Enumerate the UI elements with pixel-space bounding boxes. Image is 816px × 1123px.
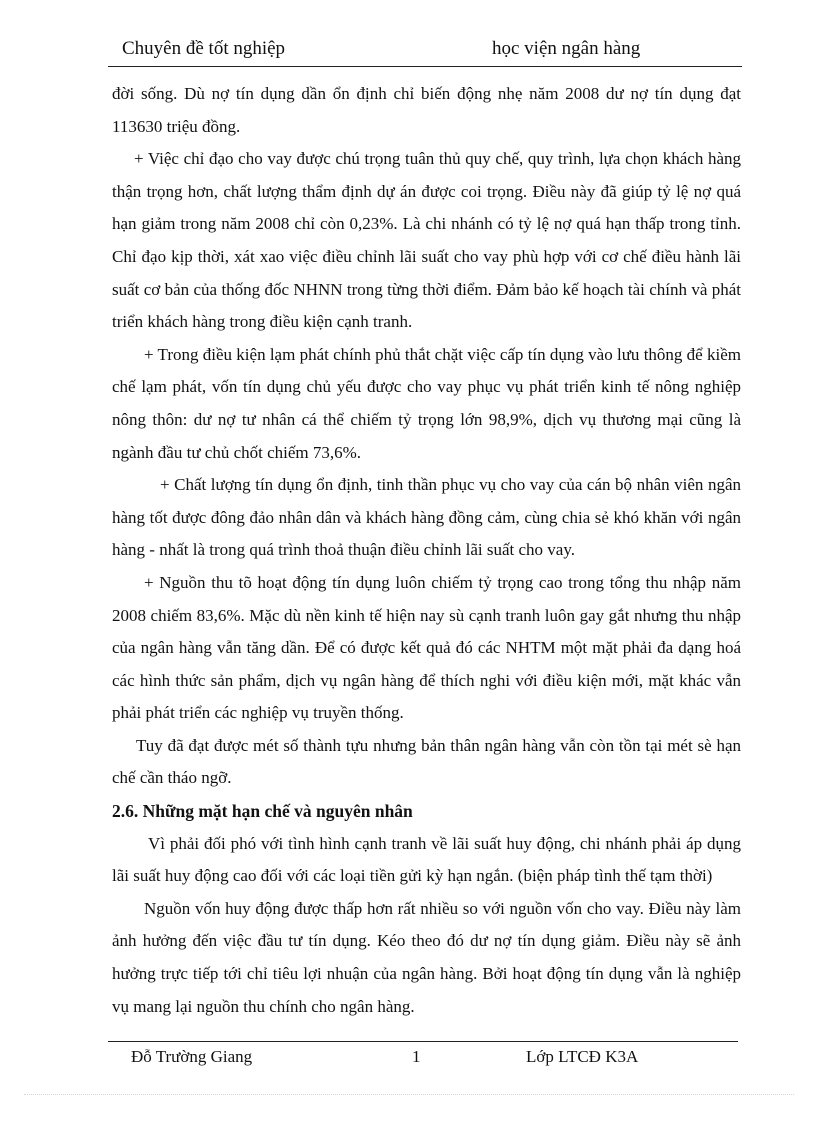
paragraph: + Trong điều kiện lạm phát chính phủ thắt chặt việc cấp tín dụng vào lưu thông để kiềm chế lạm phát, vốn tín dụng chủ yếu được cho vay phục vụ phát triển kinh tế nông nghiệp nông thôn: dư nợ tư nhân cá thể chiếm tỷ trọng lớn 98,9%, dịch vụ thương mại cũng là ngành đầu tư chủ chốt chiếm 73,6%.	[112, 344, 741, 462]
document-body	[112, 78, 741, 1023]
footer-divider	[108, 1041, 738, 1042]
paragraph: Tuy đã đạt được mét số thành tựu nhưng bản thân ngân hàng vẫn còn tồn tại mét sè hạn chế cần tháo ngỡ.	[112, 735, 741, 788]
header-document-type: Chuyên đề tốt nghiệp	[122, 38, 286, 59]
page-bottom-edge	[24, 1094, 794, 1095]
paragraph: + Chất lượng tín dụng ổn định, tinh thần phục vụ cho vay của cán bộ nhân viên ngân hàng tốt được đông đảo nhân dân và khách hàng đồng cảm, cùng chia sẻ khó khăn với ngân hàng - nhất là trong quá trình thoả thuận điều chỉnh lãi suất cho vay.	[112, 475, 741, 560]
section-heading: 2.6. Những mặt hạn chế và nguyên nhân	[112, 801, 413, 822]
footer-class: Lớp LTCĐ K3A	[526, 1047, 639, 1066]
footer-author: Đỗ Trường Giang	[131, 1047, 253, 1066]
paragraph: đời sống. Dù nợ tín dụng dần ổn định chỉ biến động nhẹ năm 2008 dư nợ tín dụng đạt 113630 triệu đồng.	[112, 84, 741, 136]
paragraph: + Việc chỉ đạo cho vay được chú trọng tuân thủ quy chế, quy trình, lựa chọn khách hàng thận trọng hơn, chất lượng thẩm định dự án được coi trọng. Điều này đã giúp tỷ lệ nợ quá hạn giảm trong năm 2008 chỉ còn 0,23%. Là chi nhánh có tỷ lệ nợ quá hạn thấp trong tỉnh. Chỉ đạo kịp thời, xát xao việc điều chỉnh lãi suất cho vay phù hợp với cơ chế điều hành lãi suất cơ bản của thống đốc NHNN trong từng thời điểm. Đảm bảo kế hoạch tài chính và phát triển khách hàng trong điều kiện cạnh tranh.	[112, 149, 741, 332]
page-number: 1	[412, 1047, 421, 1066]
paragraph: Nguồn vốn huy động được thấp hơn rất nhiều so với nguồn vốn cho vay. Điều này làm ảnh hưởng đến việc đầu tư tín dụng. Kéo theo đó dư nợ tín dụng giảm. Điều này sẽ ảnh hưởng trực tiếp tới chỉ tiêu lợi nhuận của ngân hàng. Bởi hoạt động tín dụng vẫn là nghiệp vụ mang lại nguồn thu chính cho ngân hàng.	[112, 898, 741, 1016]
page-header	[108, 34, 742, 67]
paragraph: + Nguồn thu tõ hoạt động tín dụng luôn chiếm tỷ trọng cao trong tổng thu nhập năm 2008 chiếm 83,6%. Mặc dù nền kinh tế hiện nay sù cạnh tranh luôn gay gắt nhưng thu nhập của ngân hàng vẫn tăng dần. Để có được kết quả đó các NHTM một mặt phải đa dạng hoá các hình thức sản phẩm, dịch vụ ngân hàng để thích nghi với điều kiện mới, mặt khác vẫn phải phát triển các nghiệp vụ truyền thống.	[112, 572, 741, 723]
header-institution: học viện ngân hàng	[492, 38, 641, 59]
paragraph: Vì phải đối phó với tình hình cạnh tranh về lãi suất huy động, chi nhánh phải áp dụng lãi suất huy động cao đối với các loại tiền gửi kỳ hạn ngắn. (biện pháp tình thế tạm thời)	[112, 833, 741, 886]
